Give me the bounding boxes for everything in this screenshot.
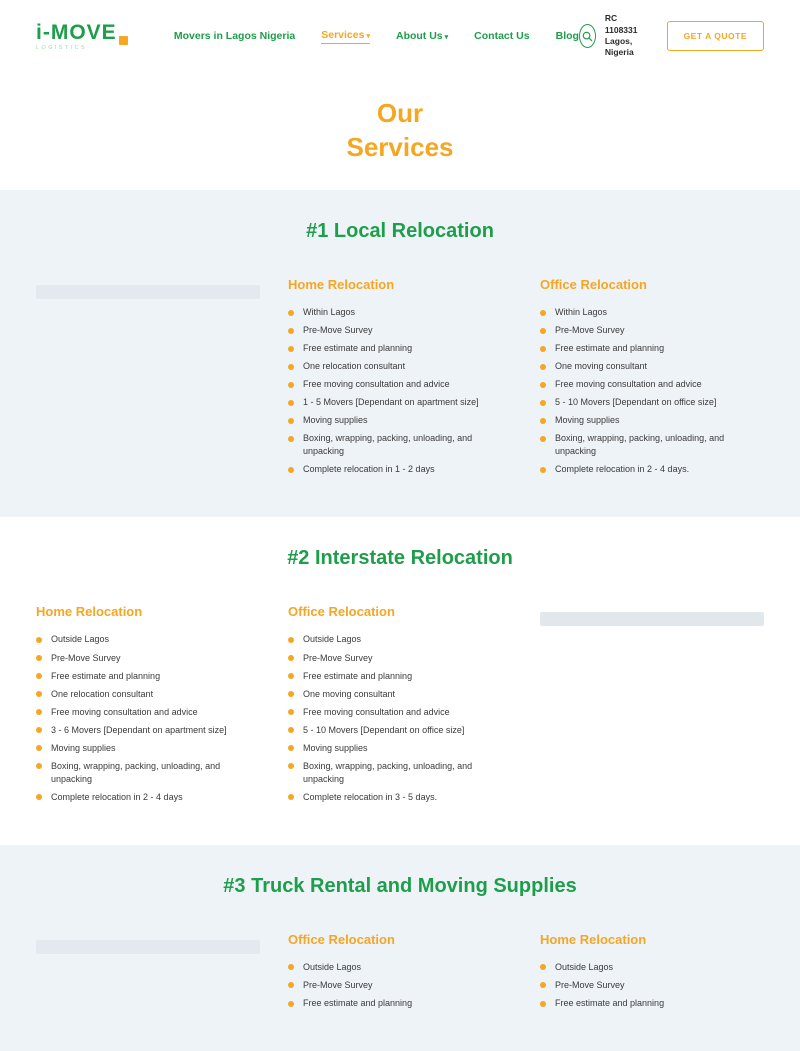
column-title: Home Relocation bbox=[540, 931, 647, 947]
list-item: Free estimate and planning bbox=[36, 670, 260, 683]
list-item: Moving supplies bbox=[36, 742, 260, 755]
placeholder-image bbox=[540, 612, 764, 626]
search-icon[interactable] bbox=[579, 24, 596, 48]
section-interstate-relocation bbox=[0, 517, 800, 844]
column-title: Home Relocation bbox=[288, 277, 395, 292]
feature-list bbox=[288, 306, 512, 476]
list-item: One moving consultant bbox=[540, 360, 764, 373]
list-item: Free estimate and planning bbox=[288, 997, 512, 1010]
rc-number: RC 1108331 bbox=[604, 13, 638, 35]
list-item: Complete relocation in 3 - 5 days. bbox=[288, 791, 512, 804]
list-item: Within Lagos bbox=[288, 306, 512, 319]
list-item: Complete relocation in 2 - 4 days bbox=[36, 791, 260, 804]
column-office-relocation bbox=[288, 932, 512, 1015]
logo-subtitle: LOGISTICS bbox=[36, 44, 87, 51]
list-item: Pre-Move Survey bbox=[288, 324, 512, 337]
section-title: #1 Local Relocation bbox=[306, 220, 494, 242]
list-item: Pre-Move Survey bbox=[288, 979, 512, 992]
list-item: Free moving consultation and advice bbox=[540, 378, 764, 391]
column-title: Office Relocation bbox=[288, 604, 395, 620]
list-item: Moving supplies bbox=[540, 414, 764, 427]
section-local-relocation bbox=[0, 190, 800, 517]
list-item: Free estimate and planning bbox=[540, 997, 764, 1010]
column-title: Home Relocation bbox=[36, 604, 143, 620]
list-item: Boxing, wrapping, packing, unloading, and unpacking bbox=[540, 432, 764, 458]
nav-label: About Us bbox=[395, 30, 443, 42]
nav-item-about-us[interactable] bbox=[396, 30, 448, 42]
feature-list bbox=[36, 633, 260, 803]
column-office-relocation bbox=[540, 277, 764, 481]
list-item: Free moving consultation and advice bbox=[36, 706, 260, 719]
list-item: Moving supplies bbox=[288, 414, 512, 427]
page-hero bbox=[0, 72, 800, 190]
placeholder-image bbox=[36, 285, 260, 299]
company-registration-block bbox=[579, 13, 645, 59]
logo-badge-icon bbox=[119, 36, 128, 45]
list-item: Outside Lagos bbox=[288, 633, 512, 646]
section-image-column bbox=[36, 277, 260, 299]
list-item: One moving consultant bbox=[288, 688, 512, 701]
nav-label: Contact Us bbox=[474, 30, 530, 42]
placeholder-image bbox=[36, 940, 260, 954]
chevron-down-icon: ▾ bbox=[366, 32, 370, 40]
column-title: Office Relocation bbox=[540, 277, 647, 292]
nav-label: Blog bbox=[555, 30, 579, 42]
list-item: 5 - 10 Movers [Dependant on office size] bbox=[288, 724, 512, 737]
list-item: 5 - 10 Movers [Dependant on office size] bbox=[540, 396, 764, 409]
list-item: Complete relocation in 1 - 2 days bbox=[288, 463, 512, 476]
feature-list bbox=[288, 961, 512, 1010]
rc-location: Lagos, Nigeria bbox=[604, 36, 634, 58]
list-item: Pre-Move Survey bbox=[540, 979, 764, 992]
nav-label: Movers in Lagos Nigeria bbox=[173, 30, 296, 42]
section-truck-rental bbox=[0, 845, 800, 1051]
list-item: Free moving consultation and advice bbox=[288, 378, 512, 391]
list-item: Outside Lagos bbox=[288, 961, 512, 974]
list-item: One relocation consultant bbox=[288, 360, 512, 373]
list-item: Free estimate and planning bbox=[288, 670, 512, 683]
section-image-column bbox=[540, 604, 764, 626]
page-title bbox=[347, 97, 454, 165]
nav-item-contact-us[interactable] bbox=[474, 30, 529, 42]
feature-list bbox=[540, 306, 764, 476]
page-title-line1: Our bbox=[376, 98, 424, 129]
page-title-line2: Services bbox=[346, 132, 454, 162]
list-item: 3 - 6 Movers [Dependant on apartment size] bbox=[36, 724, 260, 737]
column-home-relocation bbox=[540, 932, 764, 1015]
list-item: 1 - 5 Movers [Dependant on apartment size] bbox=[288, 396, 512, 409]
get-a-quote-button[interactable]: GET A QUOTE bbox=[667, 21, 764, 51]
logo[interactable] bbox=[36, 22, 118, 51]
list-item: Boxing, wrapping, packing, unloading, and unpacking bbox=[288, 432, 512, 458]
logo-text bbox=[36, 22, 118, 43]
main-navigation bbox=[174, 29, 579, 44]
column-office-relocation bbox=[288, 604, 512, 808]
section-title: #3 Truck Rental and Moving Supplies bbox=[223, 874, 577, 897]
nav-label: Services bbox=[321, 28, 365, 41]
site-header bbox=[0, 0, 800, 72]
list-item: Boxing, wrapping, packing, unloading, and unpacking bbox=[36, 760, 260, 786]
list-item: Free moving consultation and advice bbox=[288, 706, 512, 719]
nav-item-services[interactable] bbox=[321, 29, 370, 44]
chevron-down-icon: ▾ bbox=[444, 34, 449, 41]
list-item: Boxing, wrapping, packing, unloading, and unpacking bbox=[288, 760, 512, 786]
list-item: Pre-Move Survey bbox=[36, 652, 260, 665]
registration-text bbox=[605, 13, 645, 59]
nav-item-blog[interactable] bbox=[556, 30, 579, 42]
logo-main-text: i-MOVE bbox=[36, 20, 117, 44]
section-columns bbox=[36, 932, 764, 1015]
list-item: Pre-Move Survey bbox=[540, 324, 764, 337]
section-columns bbox=[36, 277, 764, 481]
section-columns bbox=[36, 604, 764, 808]
list-item: Complete relocation in 2 - 4 days. bbox=[540, 463, 764, 476]
feature-list bbox=[540, 961, 764, 1010]
column-title: Office Relocation bbox=[288, 931, 395, 947]
nav-item-movers-in-lagos[interactable] bbox=[174, 30, 295, 42]
list-item: Moving supplies bbox=[288, 742, 512, 755]
list-item: Pre-Move Survey bbox=[288, 652, 512, 665]
column-home-relocation bbox=[288, 277, 512, 481]
list-item: Outside Lagos bbox=[36, 633, 260, 646]
list-item: Free estimate and planning bbox=[288, 342, 512, 355]
column-home-relocation bbox=[36, 604, 260, 808]
section-title: #2 Interstate Relocation bbox=[287, 547, 513, 570]
list-item: One relocation consultant bbox=[36, 688, 260, 701]
feature-list bbox=[288, 633, 512, 803]
list-item: Free estimate and planning bbox=[540, 342, 764, 355]
list-item: Outside Lagos bbox=[540, 961, 764, 974]
list-item: Within Lagos bbox=[540, 306, 764, 319]
section-image-column bbox=[36, 932, 260, 954]
